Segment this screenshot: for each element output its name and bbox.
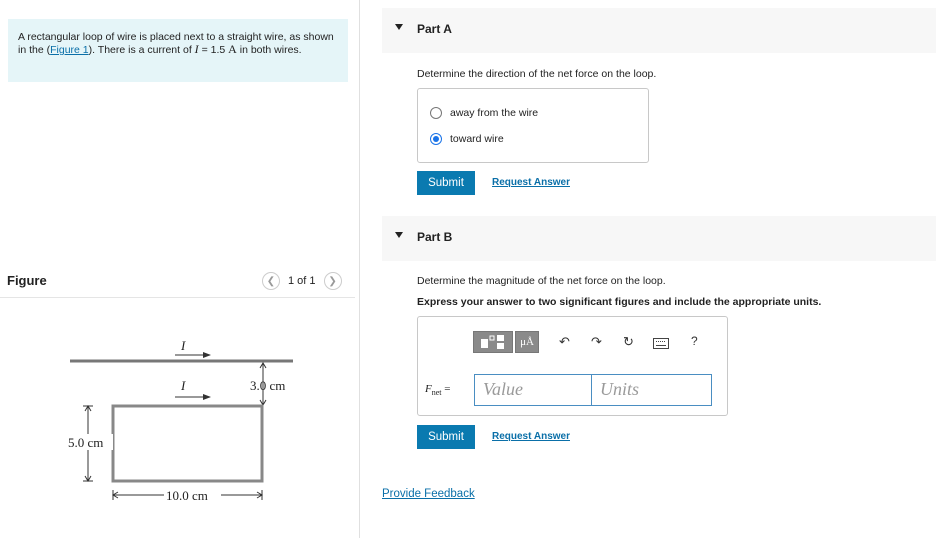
part-b-submit-button[interactable]: Submit — [417, 425, 475, 449]
part-a-question: Determine the direction of the net force on the loop. — [417, 68, 657, 80]
part-b-request-answer[interactable]: Request Answer — [492, 431, 570, 442]
fnet-equals: = — [441, 383, 451, 395]
chevron-right-icon[interactable]: ❯ — [324, 272, 342, 290]
figure-header — [0, 268, 355, 298]
problem-text-3: in both wires. — [236, 44, 302, 56]
loop-current-label: I — [181, 378, 186, 393]
gap-label: 3.0 cm — [250, 378, 286, 393]
current-value: = 1.5 — [198, 44, 229, 56]
problem-text-2: ). There is a current of — [88, 44, 195, 56]
part-a-choices — [417, 88, 649, 163]
units-button[interactable]: μÅ — [515, 331, 539, 353]
figure-link[interactable]: Figure 1 — [50, 44, 89, 56]
width-label: 10.0 cm — [166, 488, 208, 503]
provide-feedback-link[interactable]: Provide Feedback — [382, 488, 475, 500]
figure-diagram — [60, 330, 300, 515]
problem-text-1: A rectangular loop of wire is placed next to a straight wire, as shown in the ( — [18, 31, 334, 56]
choice-toward-label: toward wire — [450, 133, 504, 145]
math-toolbar — [473, 331, 539, 353]
choice-away[interactable] — [430, 107, 538, 119]
fnet-label — [425, 383, 450, 397]
page-indicator: 1 of 1 — [288, 275, 316, 287]
reset-icon[interactable]: ↻ — [623, 334, 634, 349]
collapse-triangle-icon[interactable] — [395, 232, 403, 238]
units-input[interactable]: Units — [591, 374, 712, 406]
fnet-subscript: net — [431, 388, 442, 398]
templates-icon[interactable] — [473, 331, 513, 353]
left-panel — [0, 0, 360, 538]
redo-icon[interactable]: ↷ — [591, 334, 602, 349]
column-divider — [359, 0, 360, 538]
collapse-triangle-icon[interactable] — [395, 24, 403, 30]
undo-icon[interactable]: ↶ — [559, 334, 570, 349]
part-a-submit-button[interactable]: Submit — [417, 171, 475, 195]
part-b-question: Determine the magnitude of the net force on the loop. — [417, 275, 666, 287]
part-b-header[interactable] — [382, 216, 936, 261]
current-unit: A — [228, 42, 237, 56]
choice-toward[interactable] — [430, 133, 504, 145]
figure-title: Figure — [7, 273, 47, 288]
part-a-header[interactable] — [382, 8, 936, 53]
problem-statement — [8, 19, 348, 82]
radio-toward[interactable] — [430, 133, 442, 145]
part-a-request-answer[interactable]: Request Answer — [492, 177, 570, 188]
part-a-label: Part A — [417, 22, 452, 36]
fnet-variable: F — [425, 383, 432, 395]
figure-pager — [262, 272, 342, 290]
choice-away-label: away from the wire — [450, 107, 539, 119]
part-b-label: Part B — [417, 230, 453, 244]
rectangular-loop — [113, 406, 262, 481]
help-icon[interactable]: ? — [691, 334, 698, 348]
value-input[interactable]: Value — [474, 374, 595, 406]
part-b-instruction: Express your answer to two significant figures and include the appropriate units. — [417, 296, 822, 308]
height-label: 5.0 cm — [68, 435, 104, 450]
current-symbol: I — [194, 42, 199, 56]
keyboard-icon[interactable] — [653, 337, 669, 352]
radio-away[interactable] — [430, 107, 442, 119]
chevron-left-icon[interactable]: ❮ — [262, 272, 280, 290]
top-current-label: I — [181, 338, 186, 353]
